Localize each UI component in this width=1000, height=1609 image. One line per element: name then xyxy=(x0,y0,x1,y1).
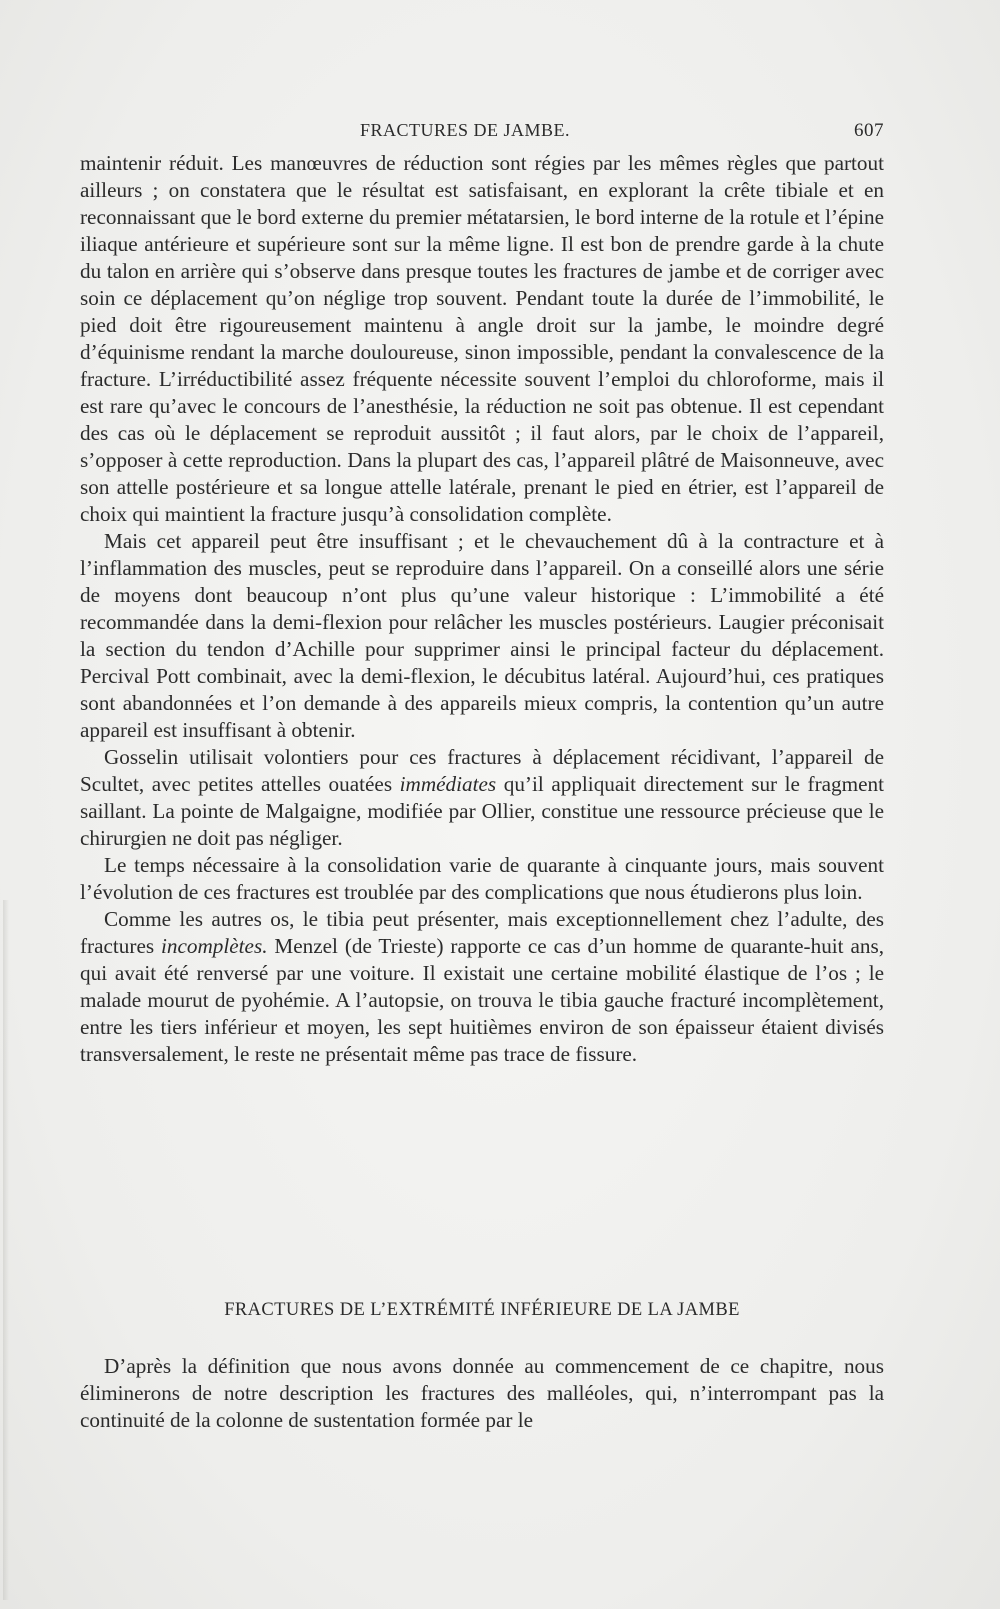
page-header xyxy=(80,118,884,146)
italic-term-incompletes: incomplètes. xyxy=(161,934,268,958)
paragraph-gosselin-start: Gosselin utilisait volontiers pour ces fractures à déplacement récidivant, l’appareil de Scultet, avec petites attelles ouatées xyxy=(80,745,884,796)
paragraph-gosselin xyxy=(80,744,884,852)
page-number: 607 xyxy=(854,120,884,141)
paragraph-insufficient-apparatus: Mais cet appareil peut être insuffisant ; et le chevauchement dû à la contracture et à l’inflammation des muscles, peut se reproduire dans l’appareil. On a conseillé alors une série de moyens dont beaucoup n’ont plus qu’une valeur historique : L’immobilité a été recommandée dans la demi-flexion pour relâcher les muscles postérieurs. Laugier préconisait la section du tendon d’Achille pour supprimer ainsi le principal facteur du déplacement. Percival Pott combinait, avec la demi-flexion, le décubitus latéral. Aujourd’hui, ces pratiques sont abandonnées et l’on demande à des appareils mieux compris, la contention qu’un autre appareil est insuffisant à obtenir. xyxy=(80,529,884,742)
paragraph-consolidation-time: Le temps nécessaire à la consolidation varie de quarante à cinquante jours, mais souvent l’évolution de ces fractures est troublée par des complications que nous étudierons plus loin. xyxy=(80,853,884,904)
paragraph-incomplete-start: Comme les autres os, le tibia peut présenter, mais exceptionnellement chez l’adulte, des fractures xyxy=(80,907,884,958)
paragraph-gosselin-end: qu’il appliquait directement sur le fragment saillant. La pointe de Malgaigne, modifiée par Ollier, constitue une ressource précieuse que le chirurgien ne doit pas négliger. xyxy=(80,772,885,850)
paragraph-incomplete-end: Menzel (de Trieste) rapporte ce cas d’un homme de quarante-huit ans, qui avait été renversé par une voiture. Il existait une certaine mobilité élastique de l’os ; le malade mourut de pyohémie. A l’autopsie, on trouva le tibia gauche fracturé incomplètement, entre les tiers inférieur et moyen, les sept huitièmes environ de son épaisseur étaient divisés transversalement, le reste ne présentait même pas trace de fissure. xyxy=(80,934,884,1066)
body-text xyxy=(80,150,884,1068)
section-heading: FRACTURES DE L’EXTRÉMITÉ INFÉRIEURE DE LA JAMBE xyxy=(224,1300,740,1320)
italic-term-immediates: immédiates xyxy=(399,772,497,796)
paragraph-section-intro: D’après la définition que nous avons donnée au commencement de ce chapitre, nous éliminerons de notre description les fractures des malléoles, qui, n’interrompant pas la continuité de la colonne de sustentation formée par le xyxy=(80,1354,884,1432)
page-edge-shadow xyxy=(3,900,9,1600)
section-body-text xyxy=(80,1353,884,1434)
paragraph-reduction: maintenir réduit. Les manœuvres de réduction sont régies par les mêmes règles que partout ailleurs ; on constatera que le résultat est satisfaisant, en explorant la crête tibiale et en reconnaissant que le bord externe du premier métatarsien, le bord interne de la rotule et l’épine iliaque antérieure et supérieure sont sur la même ligne. Il est bon de prendre garde à la chute du talon en arrière qui s’observe dans presque toutes les fractures de jambe et de corriger avec soin ce déplacement qu’on néglige trop souvent. Pendant toute la durée de l’immobilité, le pied doit être rigoureusement maintenu à angle droit sur la jambe, le moindre degré d’équinisme rendant la marche douloureuse, sinon impossible, pendant la convalescence de la fracture. L’irréductibilité assez fréquente nécessite souvent l’emploi du chloroforme, mais il est rare qu’avec le concours de l’anesthésie, la réduction ne soit pas obtenue. Il est cependant des cas où le déplacement se reproduit aussitôt ; il faut alors, par le choix de l’appareil, s’opposer à cette reproduction. Dans la plupart des cas, l’appareil plâtré de Maisonneuve, avec son attelle postérieure et sa longue attelle latérale, prenant le pied en étrier, est l’appareil de choix qui maintient la fracture jusqu’à consolidation complète. xyxy=(80,151,884,526)
running-title: FRACTURES DE JAMBE. xyxy=(360,120,571,140)
paragraph-incomplete-fractures xyxy=(80,906,884,1068)
